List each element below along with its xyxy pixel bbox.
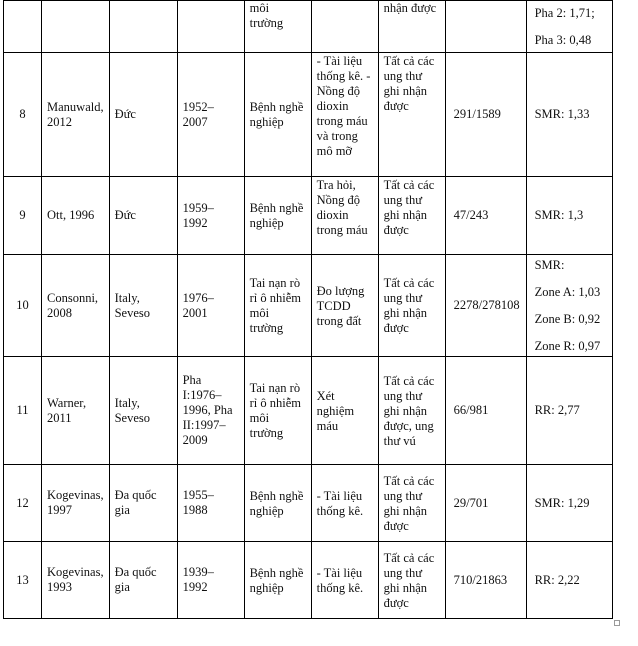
cell-period: Pha I:1976–1996, Pha II:1997–2009 bbox=[177, 357, 244, 465]
cell-method: - Tài liệu thống kê. - Nồng độ dioxin trong máu và trong mô mỡ bbox=[311, 53, 378, 177]
cell-cases: 2278/278108 bbox=[445, 255, 526, 357]
cell-author: Warner, 2011 bbox=[42, 357, 110, 465]
result-line: SMR: 1,33 bbox=[534, 107, 590, 121]
study-table bbox=[3, 0, 613, 619]
cell-number: 10 bbox=[4, 255, 42, 357]
cell-country: Italy, Seveso bbox=[109, 357, 177, 465]
cell-result bbox=[526, 357, 612, 465]
cell-number: 12 bbox=[4, 465, 42, 542]
cell-period: 1952–2007 bbox=[177, 53, 244, 177]
cell-result bbox=[526, 255, 612, 357]
cell-result bbox=[526, 177, 612, 255]
cell-number: 9 bbox=[4, 177, 42, 255]
result-line: RR: 2,77 bbox=[534, 403, 580, 417]
cell-outcome: Tất cả các ung thư ghi nhận được, ung thư vú bbox=[378, 357, 445, 465]
cell-outcome: Tất cả các ung thư ghi nhận được bbox=[378, 465, 445, 542]
cell-method: Đo lượng TCDD trong đất bbox=[311, 255, 378, 357]
cell-exposure: môi trường bbox=[244, 1, 311, 53]
cell-country: Đức bbox=[109, 177, 177, 255]
cell-country: Italy, Seveso bbox=[109, 255, 177, 357]
cell-cases: 29/701 bbox=[445, 465, 526, 542]
cell-outcome: nhận được bbox=[378, 1, 445, 53]
cell-outcome: Tất cả các ung thư ghi nhận được bbox=[378, 255, 445, 357]
cell-cases: 66/981 bbox=[445, 357, 526, 465]
cell-author bbox=[42, 1, 110, 53]
cell-outcome: Tất cả các ung thư ghi nhận được bbox=[378, 53, 445, 177]
table-row bbox=[4, 177, 613, 255]
cell-method: Xét nghiệm máu bbox=[311, 357, 378, 465]
cell-period: 1939–1992 bbox=[177, 542, 244, 619]
cell-result bbox=[526, 542, 612, 619]
result-line: Pha 3: 0,48 bbox=[534, 32, 592, 47]
cell-result bbox=[526, 465, 612, 542]
cell-country: Đa quốc gia bbox=[109, 542, 177, 619]
result-line: Zone B: 0,92 bbox=[534, 311, 601, 326]
cell-country bbox=[109, 1, 177, 53]
cell-period: 1976–2001 bbox=[177, 255, 244, 357]
result-line: Zone R: 0,97 bbox=[534, 338, 601, 353]
table-row bbox=[4, 255, 613, 357]
table-resize-handle[interactable] bbox=[614, 620, 620, 626]
table-row bbox=[4, 53, 613, 177]
cell-result bbox=[526, 1, 612, 53]
cell-outcome: Tất cả các ung thư ghi nhận được bbox=[378, 177, 445, 255]
cell-cases: 47/243 bbox=[445, 177, 526, 255]
cell-number: 8 bbox=[4, 53, 42, 177]
cell-cases: 710/21863 bbox=[445, 542, 526, 619]
cell-number bbox=[4, 1, 42, 53]
cell-country: Đa quốc gia bbox=[109, 465, 177, 542]
result-line: SMR: 1,3 bbox=[534, 208, 584, 222]
cell-cases: 291/1589 bbox=[445, 53, 526, 177]
cell-author: Kogevinas, 1997 bbox=[42, 465, 110, 542]
result-line: Pha 2: 1,71; bbox=[534, 5, 595, 20]
cell-cases bbox=[445, 1, 526, 53]
cell-period: 1955–1988 bbox=[177, 465, 244, 542]
result-line: SMR: bbox=[534, 257, 565, 272]
result-line: RR: 2,22 bbox=[534, 572, 580, 587]
cell-exposure: Bệnh nghề nghiệp bbox=[244, 542, 311, 619]
cell-exposure: Bệnh nghề nghiệp bbox=[244, 465, 311, 542]
cell-author: Consonni, 2008 bbox=[42, 255, 110, 357]
result-line: Zone A: 1,03 bbox=[534, 284, 601, 299]
cell-exposure: Tai nạn rò rỉ ô nhiễm môi trường bbox=[244, 357, 311, 465]
cell-method bbox=[311, 1, 378, 53]
cell-exposure: Tai nạn rò rỉ ô nhiễm môi trường bbox=[244, 255, 311, 357]
cell-result bbox=[526, 53, 612, 177]
cell-number: 13 bbox=[4, 542, 42, 619]
table-row bbox=[4, 357, 613, 465]
cell-author: Ott, 1996 bbox=[42, 177, 110, 255]
cell-number: 11 bbox=[4, 357, 42, 465]
cell-country: Đức bbox=[109, 53, 177, 177]
cell-period bbox=[177, 1, 244, 53]
cell-outcome: Tất cả các ung thư ghi nhận được bbox=[378, 542, 445, 619]
cell-method: - Tài liệu thống kê. bbox=[311, 465, 378, 542]
cell-exposure: Bệnh nghề nghiệp bbox=[244, 53, 311, 177]
cell-author: Manuwald, 2012 bbox=[42, 53, 110, 177]
cell-method: Tra hỏi, Nồng độ dioxin trong máu bbox=[311, 177, 378, 255]
cell-author: Kogevinas, 1993 bbox=[42, 542, 110, 619]
table-row bbox=[4, 1, 613, 53]
cell-exposure: Bệnh nghề nghiệp bbox=[244, 177, 311, 255]
table-row bbox=[4, 542, 613, 619]
cell-period: 1959–1992 bbox=[177, 177, 244, 255]
cell-method: - Tài liệu thống kê. bbox=[311, 542, 378, 619]
table-row bbox=[4, 465, 613, 542]
result-line: SMR: 1,29 bbox=[534, 495, 590, 510]
